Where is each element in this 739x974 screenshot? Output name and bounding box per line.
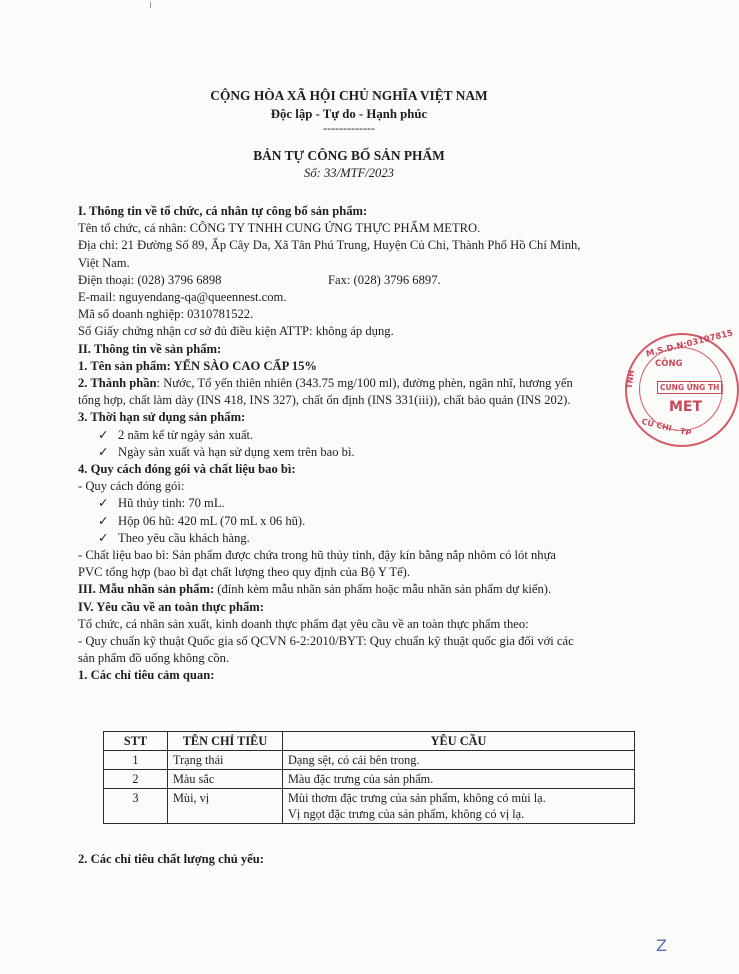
list-item [78,495,618,512]
row-requirement: Màu đặc trưng của sản phẩm. [283,770,635,789]
address-line-2: Việt Nam. [78,255,130,270]
requirement-line: Vị ngọt đặc trưng của sản phẩm, không có vị lạ. [288,807,525,821]
table-row [104,770,635,789]
seal-ring-top: M.S.D.N:03107815 [645,328,735,360]
section3-line [78,581,618,598]
check-icon: ✓ [98,530,109,545]
motto: Độc lập - Tự do - Hạnh phúc [270,107,428,121]
packing-intro: - Quy cách đóng gói: [78,479,185,494]
section3-heading: III. Mẫu nhãn sản phẩm: [78,582,215,597]
regulation-line-1: - Quy chuẩn kỹ thuật Quốc gia số QCVN 6-2:2010/BYT: Quy chuẩn kỹ thuật quốc gia đối với các [78,634,574,649]
section4-heading: IV. Yêu cầu về an toàn thực phẩm: [78,599,264,614]
row-requirement: Dạng sệt, có cái bên trong. [283,751,635,770]
document-title: BẢN TỰ CÔNG BỐ SẢN PHẨM [253,148,445,163]
table-header-row [104,732,635,751]
requirement-line: Mùi thơm đặc trưng của sản phẩm, không có mùi lạ. [288,791,546,805]
sensory-heading: 1. Các chỉ tiêu cảm quan: [78,668,215,683]
section3-text: (đính kèm mẫu nhãn sản phẩm hoặc mẫu nhãn sản phẩm dự kiến). [214,582,552,597]
section2-heading: II. Thông tin về sản phẩm: [78,341,222,356]
row-stt: 2 [104,770,168,789]
check-icon: ✓ [98,427,109,442]
ingredients-line-1 [78,375,618,392]
seal-line: MET [669,399,703,415]
ingredients-text: : Nước, Tổ yến thiên nhiên (343.75 mg/100 ml), đường phèn, ngân nhĩ, hương yến [156,376,573,391]
scan-mark [150,2,151,8]
document-body [78,203,618,685]
email: E-mail: nguyendang-qa@queennest.com. [78,290,287,305]
list-item-text: Ngày sản xuất và hạn sử dụng xem trên bao bì. [118,444,355,459]
list-item [78,427,618,444]
list-item [78,513,618,530]
check-icon: ✓ [98,444,109,459]
shelf-life-heading: 3. Thời hạn sử dụng sản phẩm: [78,410,246,425]
seal-line: CÔNG [655,359,683,369]
header-divider: ------------- [323,121,375,135]
document-number: Số: 33/MTF/2023 [304,166,394,180]
list-item-text: Hũ thủy tinh: 70 mL. [118,496,225,511]
quality-heading: 2. Các chỉ tiêu chất lượng chủ yếu: [78,852,264,866]
table-row [104,751,635,770]
ingredients-label: 2. Thành phần [78,376,157,391]
address-line-1: Địa chỉ: 21 Đường Số 89, Ấp Cây Da, Xã Tân Phú Trung, Huyện Củ Chi, Thành Phố Hồ Chí Minh, [78,238,581,253]
row-name: Mùi, vị [168,789,283,824]
phone: Điện thoại: (028) 3796 6898 [78,272,222,287]
product-name-label: 1. Tên sản phẩm: [78,358,174,373]
company-seal [624,328,739,447]
header-stt: STT [104,732,168,751]
header-requirement: YÊU CẦU [283,732,635,751]
row-name: Màu sắc [168,770,283,789]
list-item [78,444,618,461]
product-name-line [78,358,618,375]
list-item-text: Theo yêu cầu khách hàng. [118,530,250,545]
seal-ring-side: TNH [624,369,637,390]
header-name: TÊN CHỈ TIÊU [168,732,283,751]
country-heading: CỘNG HÒA XÃ HỘI CHỦ NGHĨA VIỆT NAM [210,88,488,103]
row-name: Trạng thái [168,751,283,770]
initial-mark: Z [656,936,667,955]
check-icon: ✓ [98,513,109,528]
list-item-text: 2 năm kể từ ngày sản xuất. [118,427,254,442]
sensory-table [103,731,635,824]
certificate: Số Giấy chứng nhận cơ sở đủ điều kiện ATTP: không áp dụng. [78,324,394,339]
row-stt: 3 [104,789,168,824]
section4-intro: Tổ chức, cá nhân sản xuất, kinh doanh thực phẩm đạt yêu cầu về an toàn thực phẩm theo: [78,616,529,631]
product-name: YẾN SÀO CAO CẤP 15% [173,358,317,373]
table-row [104,789,635,824]
org-name: Tên tổ chức, cá nhân: CÔNG TY TNHH CUNG ỨNG THỰC PHẨM METRO. [78,221,481,236]
material-line-2: PVC tổng hợp (bao bì đạt chất lượng theo quy định của Bộ Y Tế). [78,565,411,580]
seal-ring-bottom: CỦ CHI - TP [640,416,693,439]
row-requirement [283,789,635,824]
row-stt: 1 [104,751,168,770]
fax: Fax: (028) 3796 6897. [328,272,441,287]
tax-code: Mã số doanh nghiệp: 0310781522. [78,307,254,322]
seal-line: CUNG ỨNG TH [657,381,722,394]
ingredients-line-2: tổng hợp, chất làm dày (INS 418, INS 327), chất ổn định (INS 331(iii)), chất bảo quản (INS 202). [78,393,571,408]
list-item [78,530,618,547]
contact-row [78,272,618,289]
check-icon: ✓ [98,496,109,511]
material-line-1: - Chất liệu bao bì: Sản phẩm được chứa trong hũ thủy tinh, đậy kín bằng nắp nhôm có lót nhựa [78,548,556,563]
section1-heading: I. Thông tin về tổ chức, cá nhân tự công bố sản phẩm: [78,204,368,218]
packing-heading: 4. Quy cách đóng gói và chất liệu bao bì: [78,462,296,477]
regulation-line-2: sản phẩm đồ uống không cồn. [78,651,230,666]
list-item-text: Hộp 06 hũ: 420 mL (70 mL x 06 hũ). [118,513,306,528]
